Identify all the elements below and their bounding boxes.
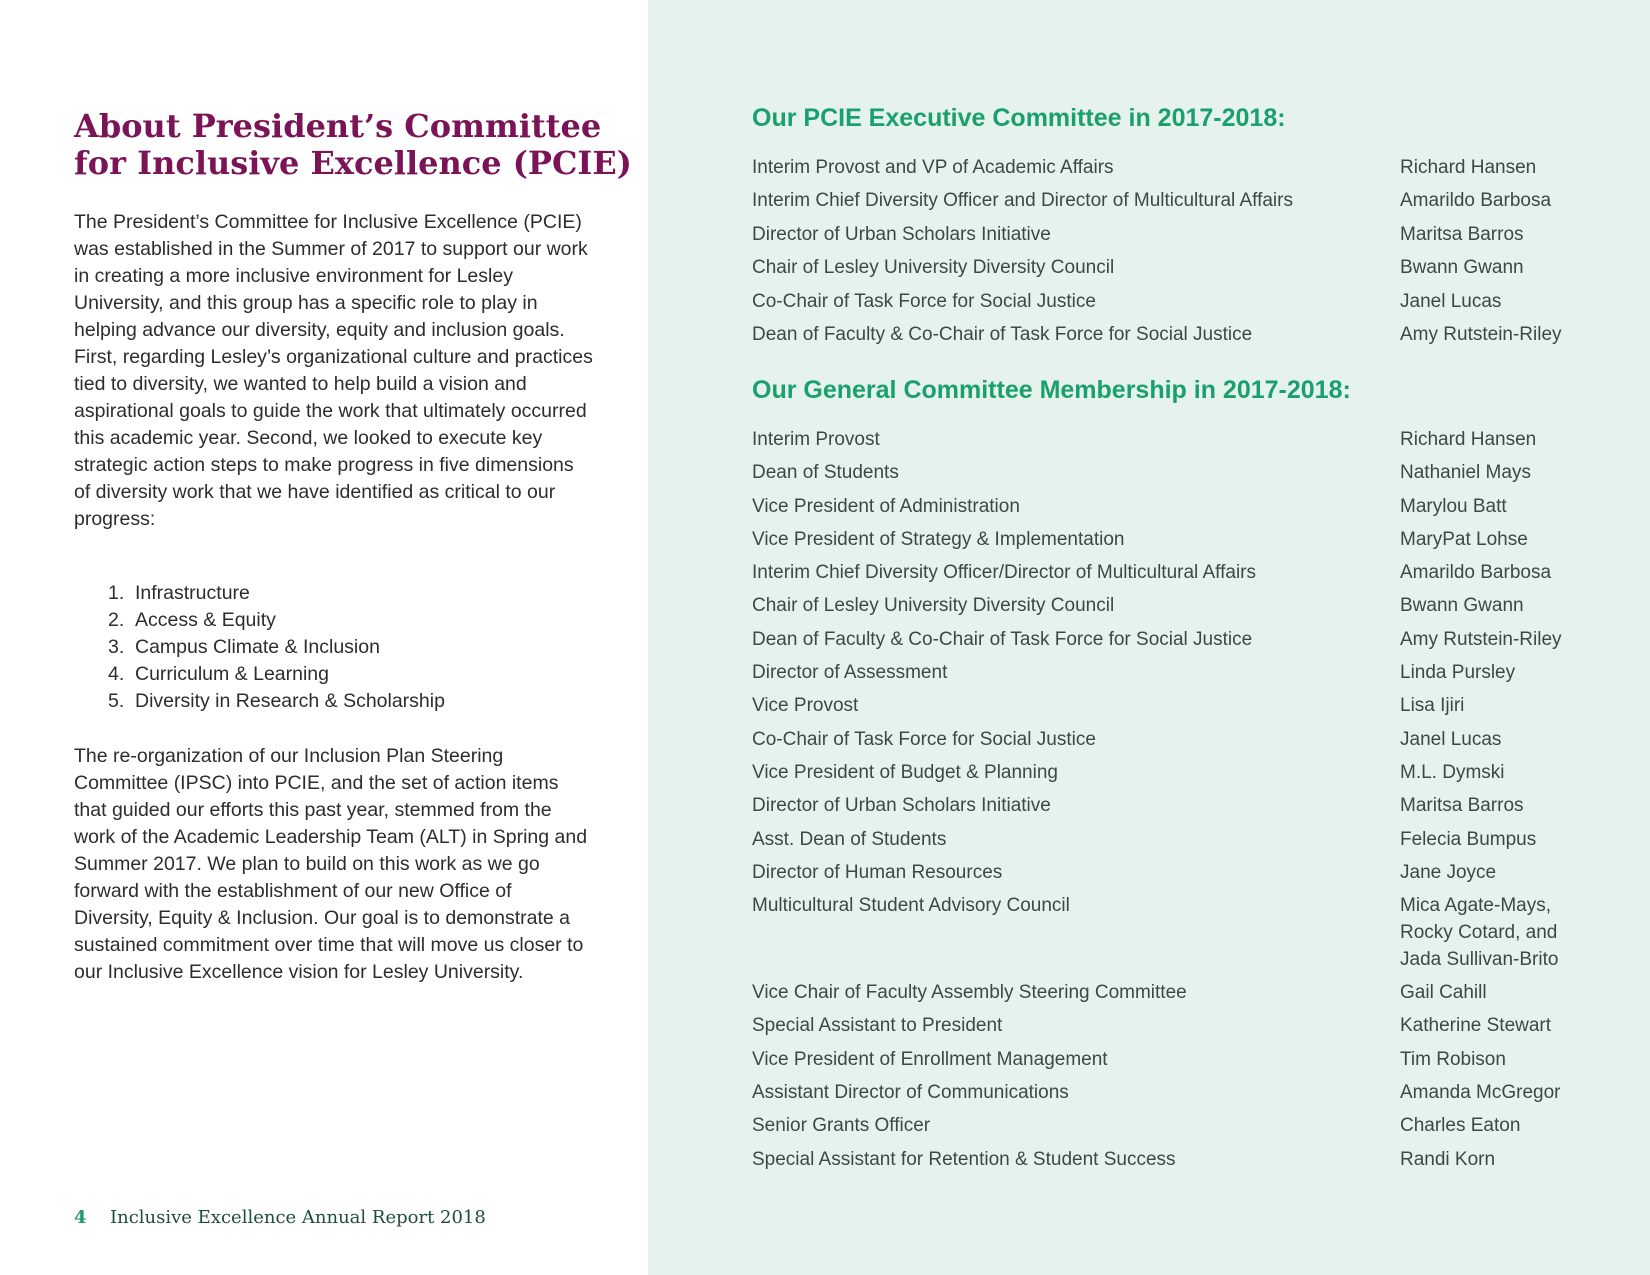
page-number: 4 — [74, 1207, 87, 1228]
member-role: Interim Chief Diversity Officer and Director of Multicultural Affairs — [752, 190, 1293, 212]
member-name: Felecia Bumpus — [1400, 828, 1537, 850]
member-role: Special Assistant to President — [752, 1015, 1003, 1037]
member-role: Interim Provost — [752, 429, 880, 450]
member-role: Senior Grants Officer — [752, 1115, 931, 1137]
table-row — [752, 556, 1612, 589]
table-row — [752, 218, 1612, 251]
member-role: Director of Urban Scholars Initiative — [752, 795, 1051, 817]
member-name: Tim Robison — [1400, 1048, 1506, 1070]
member-role: Director of Human Resources — [752, 861, 1003, 883]
list-item — [108, 661, 445, 688]
table-row — [752, 1076, 1612, 1109]
member-name: Marylou Batt — [1400, 495, 1507, 517]
list-item-number: 4. — [108, 663, 125, 685]
member-role: Director of Assessment — [752, 662, 948, 684]
member-role: Chair of Lesley University Diversity Council — [752, 257, 1115, 279]
member-name: Bwann Gwann — [1400, 595, 1524, 617]
table-row — [752, 1009, 1612, 1042]
member-name: Lisa Ijiri — [1400, 695, 1465, 717]
member-name: Richard Hansen — [1400, 429, 1537, 450]
member-role: Vice Provost — [752, 695, 859, 717]
list-item — [108, 634, 445, 661]
member-name: Amanda McGregor — [1400, 1082, 1561, 1104]
member-role: Dean of Students — [752, 462, 899, 484]
member-role: Vice President of Enrollment Management — [752, 1048, 1108, 1070]
member-role: Co-Chair of Task Force for Social Justice — [752, 290, 1096, 312]
member-role: Dean of Faculty & Co-Chair of Task Force for Social Justice — [752, 628, 1253, 650]
table-row — [752, 856, 1612, 889]
list-item-label: Curriculum & Learning — [135, 663, 330, 685]
table-row — [752, 318, 1612, 351]
member-name: Charles Eaton — [1400, 1115, 1521, 1137]
list-item-number: 2. — [108, 609, 125, 631]
list-item-number: 3. — [108, 636, 125, 658]
table-row — [752, 789, 1612, 822]
table-row — [752, 151, 1612, 184]
member-name: Amy Rutstein-Riley — [1400, 324, 1562, 346]
member-name: Maritsa Barros — [1400, 795, 1524, 817]
list-item-label: Infrastructure — [135, 582, 250, 604]
table-row — [752, 589, 1612, 622]
member-name: Mica Agate-Mays, Rocky Cotard, and Jada Sullivan-Brito — [1400, 895, 1559, 971]
general-committee-title: Our General Committee Membership in 2017-2018: — [752, 376, 1351, 404]
member-role: Vice Chair of Faculty Assembly Steering Committee — [752, 982, 1187, 1004]
list-item-label: Access & Equity — [135, 609, 276, 631]
table-row — [752, 723, 1612, 756]
member-name: Amarildo Barbosa — [1400, 190, 1552, 212]
member-name: Amy Rutstein-Riley — [1400, 628, 1562, 650]
member-name: Janel Lucas — [1400, 728, 1502, 750]
reorganization-paragraph: The re-organization of our Inclusion Plan Steering Committee (IPSC) into PCIE, and the set of action items that guided our efforts this past year, stemmed from the work of the Academic Leadership Team (ALT) in Spring and Summer 2017. We plan to build on this work as we go forward with the establishment of our new Office of Diversity, Equity & Inclusion. Our goal is to demonstrate a sustained commitment over time that will move us closer to our Inclusive Excellence vision for Lesley University. — [74, 745, 588, 983]
member-role: Special Assistant for Retention & Student Success — [752, 1148, 1176, 1170]
list-item-number: 1. — [108, 582, 125, 604]
table-row — [752, 656, 1612, 689]
member-role: Interim Chief Diversity Officer/Director of Multicultural Affairs — [752, 562, 1256, 584]
list-item — [108, 607, 445, 634]
member-role: Interim Provost and VP of Academic Affairs — [752, 157, 1114, 178]
table-row — [752, 523, 1612, 556]
list-item-number: 5. — [108, 690, 125, 712]
page-footer — [74, 1207, 486, 1228]
list-item — [108, 580, 445, 607]
member-role: Co-Chair of Task Force for Social Justice — [752, 728, 1096, 750]
member-name: Maritsa Barros — [1400, 223, 1524, 245]
table-row — [752, 251, 1612, 284]
dimensions-list — [108, 580, 445, 715]
member-role: Asst. Dean of Students — [752, 828, 947, 850]
member-role: Dean of Faculty & Co-Chair of Task Force for Social Justice — [752, 324, 1253, 346]
member-role: Multicultural Student Advisory Council — [752, 895, 1070, 917]
table-row — [752, 285, 1612, 318]
table-row — [752, 623, 1612, 656]
table-row — [752, 756, 1612, 789]
member-role: Chair of Lesley University Diversity Council — [752, 595, 1115, 617]
table-row — [752, 1143, 1612, 1176]
executive-committee-title: Our PCIE Executive Committee in 2017-2018: — [752, 104, 1286, 132]
member-name: Gail Cahill — [1400, 982, 1487, 1004]
table-row — [752, 1043, 1612, 1076]
table-row — [752, 456, 1612, 489]
member-role: Assistant Director of Communications — [752, 1082, 1069, 1104]
member-name: Linda Pursley — [1400, 662, 1516, 684]
member-role: Vice President of Strategy & Implementation — [752, 528, 1125, 550]
member-name: Randi Korn — [1400, 1148, 1496, 1170]
member-name: Richard Hansen — [1400, 157, 1537, 178]
table-row — [752, 184, 1612, 217]
table-row — [752, 423, 1612, 456]
member-name: MaryPat Lohse — [1400, 528, 1528, 550]
list-item — [108, 688, 445, 715]
table-row — [752, 889, 1612, 976]
table-row — [752, 1109, 1612, 1142]
about-title: About President’s Committee for Inclusive Excellence (PCIE) — [74, 107, 632, 182]
member-role: Vice President of Budget & Planning — [752, 761, 1058, 783]
table-row — [752, 823, 1612, 856]
member-name: Janel Lucas — [1400, 290, 1502, 312]
member-name: Nathaniel Mays — [1400, 462, 1531, 484]
table-row — [752, 976, 1612, 1009]
intro-paragraph: The President’s Committee for Inclusive Excellence (PCIE) was established in the Summer of 2017 to support our work in creating a more inclusive environment for Lesley University, and this group has a specific role to play in helping advance our diversity, equity and inclusion goals. First, regarding Lesley’s organizational culture and practices tied to diversity, we wanted to help build a vision and aspirational goals to guide the work that ultimately occurred this academic year. Second, we looked to execute key strategic action steps to make progress in five dimensions of diversity work that we have identified as critical to our progress: — [74, 211, 593, 530]
member-name: Bwann Gwann — [1400, 257, 1524, 279]
member-role: Vice President of Administration — [752, 495, 1020, 517]
member-role: Director of Urban Scholars Initiative — [752, 223, 1051, 245]
member-name: Katherine Stewart — [1400, 1015, 1552, 1037]
list-item-label: Campus Climate & Inclusion — [135, 636, 380, 658]
executive-roster — [752, 151, 1612, 351]
member-name: M.L. Dymski — [1400, 761, 1505, 783]
table-row — [752, 689, 1612, 722]
member-name: Amarildo Barbosa — [1400, 562, 1552, 584]
table-row — [752, 490, 1612, 523]
member-name: Jane Joyce — [1400, 861, 1497, 883]
list-item-label: Diversity in Research & Scholarship — [135, 690, 445, 712]
general-roster — [752, 423, 1612, 1176]
report-title: Inclusive Excellence Annual Report 2018 — [110, 1207, 486, 1228]
